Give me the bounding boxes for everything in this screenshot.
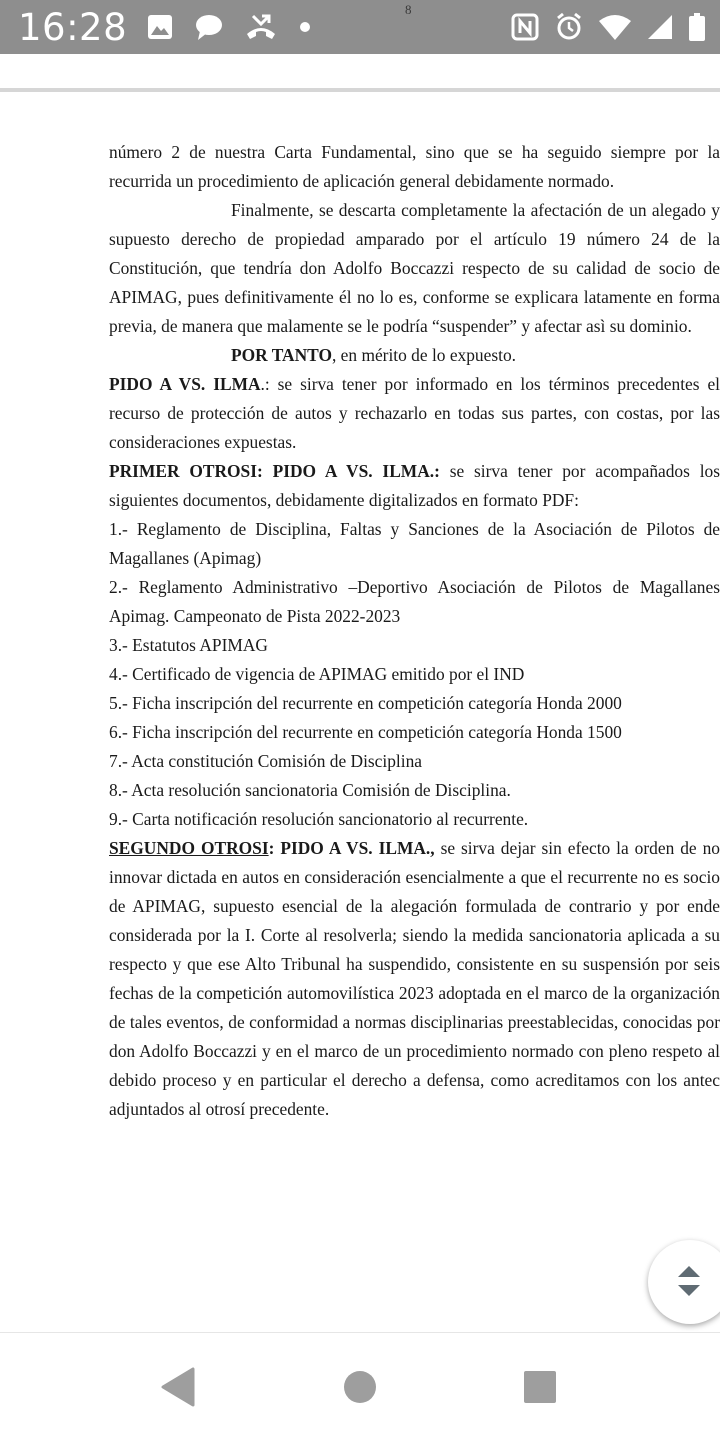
por-tanto-heading: POR TANTO xyxy=(231,345,332,365)
pido-text: .: se sirva tener por informado en los términos precedentes el recurso de protección de autos y rechazarlo en todas sus partes, con costas, por las consideraciones expuestas. xyxy=(109,374,720,452)
list-item: 6.- Ficha inscripción del recurrente en competición categoría Honda 1500 xyxy=(109,722,622,742)
segundo-otrosi-paragraph xyxy=(109,834,720,1124)
scroll-up-down-icon xyxy=(676,1264,702,1298)
wifi-icon xyxy=(598,13,632,41)
list-item: 3.- Estatutos APIMAG xyxy=(109,635,268,655)
navigation-bar xyxy=(0,1332,720,1441)
por-tanto-text: , en mérito de lo expuesto. xyxy=(331,345,516,365)
missed-call-icon xyxy=(244,12,278,42)
pido-paragraph xyxy=(109,370,720,457)
back-button[interactable] xyxy=(159,1367,199,1407)
page-number: 8 xyxy=(405,2,412,17)
paragraph-1: número 2 de nuestra Carta Fundamental, sino que se ha seguido siempre por la recurrida un procedimiento de aplicación general debidamente normado. xyxy=(109,142,720,191)
paragraph-2: Finalmente, se descarta completamente la afectación de un alegado y supuesto derecho de propiedad amparado por el artículo 19 número 24 de la Constitución, que tendría don Adolfo Boccazzi respecto de su calidad de socio de APIMAG, pues definitivamente él no lo es, conforme se explicara latamente en forma previa, de manera que malamente se le podría “suspender” y afectar asì su dominio. xyxy=(109,200,720,336)
system-icons xyxy=(510,10,706,44)
segundo-otrosi-heading: SEGUNDO OTROSI xyxy=(109,838,269,858)
chat-bubble-icon xyxy=(194,12,224,42)
primer-otrosi-heading: PRIMER OTROSI: PIDO A VS. ILMA.: xyxy=(109,461,440,481)
back-icon xyxy=(159,1367,199,1407)
page-divider xyxy=(0,88,720,92)
segundo-otrosi-text: se sirva dejar sin efecto la orden de no innovar dictada en autos en consideración esencialmente a que el recurrente no es socio de APIMAG, supuesto esencial de la alegación formulada de contrario y por ende considerada por la I. Corte al resolverla; siendo la medida sancionatoria aplicada a su respecto y que ese Alto Tribunal ha suspendido, consistente en su suspensión por seis fechas de la competición automovilística 2023 adoptada en el marco de la organización de tales eventos, de conformidad a normas disciplinarias preestablecidas, conocidas por don Adolfo Boccazzi y en el marco de un procedimiento normado con pleno respeto al debido proceso y en particular el derecho a defensa, como acreditamos con los antec adjuntados al otrosí precedente. xyxy=(109,838,720,1119)
segundo-otrosi-request: : PIDO A VS. ILMA., xyxy=(268,838,435,858)
recent-apps-button[interactable] xyxy=(520,1367,560,1407)
signal-icon xyxy=(646,13,674,41)
list-item: 9.- Carta notificación resolución sancionatorio al recurrente. xyxy=(109,809,529,829)
primer-otrosi-paragraph xyxy=(109,457,720,515)
status-bar xyxy=(0,0,720,54)
home-button[interactable] xyxy=(340,1367,380,1407)
list-item: 1.- Reglamento de Disciplina, Faltas y Sanciones de la Asociación de Pilotos de Magallanes (Apimag) xyxy=(109,519,720,568)
status-time: 16:28 xyxy=(18,6,128,49)
list-item: 4.- Certificado de vigencia de APIMAG emitido por el IND xyxy=(109,664,525,684)
list-item: 7.- Acta constitución Comisión de Disciplina xyxy=(109,751,422,771)
list-item: 2.- Reglamento Administrativo –Deportivo Asociación de Pilotos de Magallanes Apimag. Campeonato de Pista 2022-2023 xyxy=(109,577,720,626)
pido-heading: PIDO A VS. ILMA xyxy=(109,374,261,394)
notification-icons xyxy=(146,12,312,42)
alarm-icon xyxy=(554,12,584,42)
nfc-icon xyxy=(510,12,540,42)
home-icon xyxy=(340,1367,380,1407)
por-tanto-paragraph xyxy=(109,341,720,370)
image-icon xyxy=(146,13,174,41)
battery-icon xyxy=(688,12,706,42)
dot-icon xyxy=(298,20,312,34)
document-page xyxy=(109,138,720,1124)
recent-apps-icon xyxy=(520,1367,560,1407)
list-item: 8.- Acta resolución sancionatoria Comisión de Disciplina. xyxy=(109,780,511,800)
primer-otrosi-text: se sirva tener por acompañados los siguientes documentos, debidamente digitalizados en formato PDF: xyxy=(109,461,720,510)
list-item: 5.- Ficha inscripción del recurrente en competición categoría Honda 2000 xyxy=(109,693,622,713)
